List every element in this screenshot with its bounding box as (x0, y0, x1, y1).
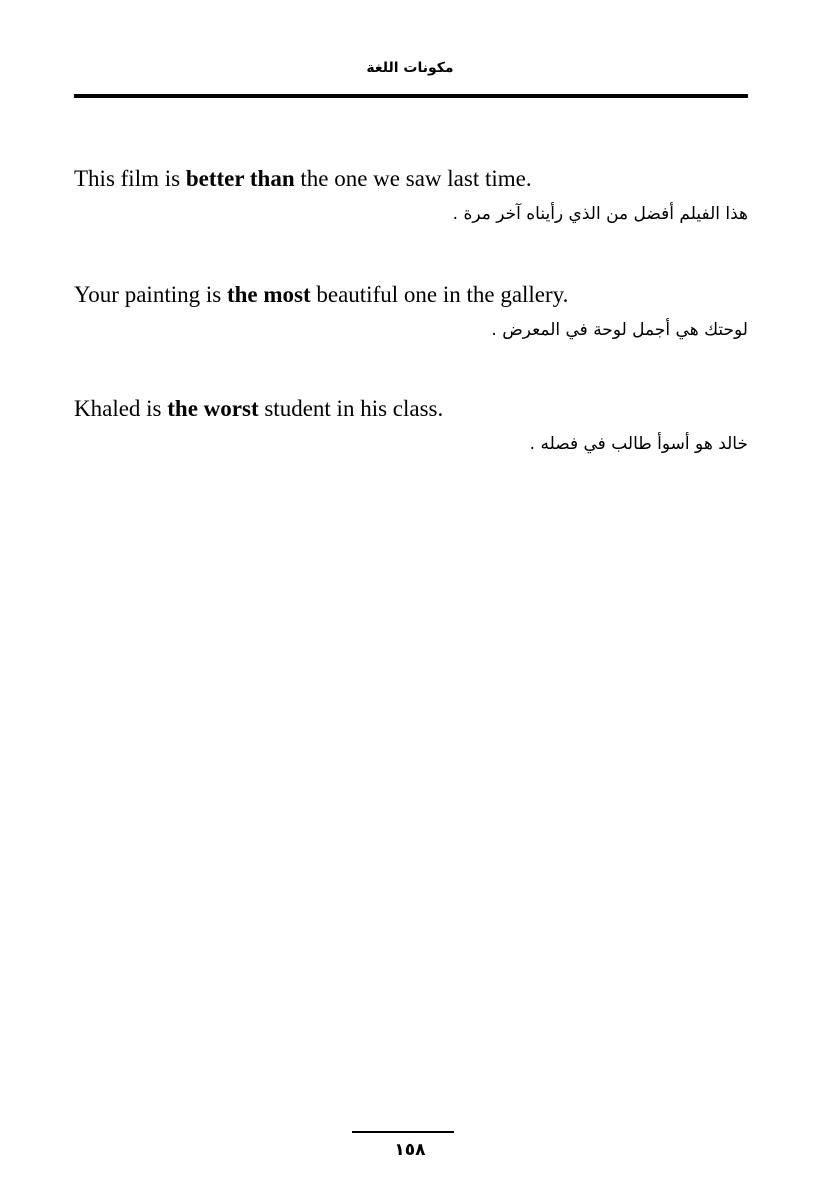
arabic-translation: هذا الفيلم أفضل من الذي رأيناه آخر مرة . (452, 204, 748, 224)
superlative-phrase: the worst (167, 396, 259, 421)
superlative-phrase: the most (226, 282, 311, 307)
english-text: the one we saw last time. (294, 166, 532, 191)
header-double-rule (74, 94, 748, 98)
example-sentence-1 (74, 165, 748, 227)
english-text: Khaled is (74, 396, 168, 421)
english-text: This film is (74, 166, 186, 191)
footer-rule (352, 1131, 454, 1133)
arabic-translation: لوحتك هي أجمل لوحة في المعرض . (491, 320, 748, 340)
english-text: student in his class. (258, 396, 444, 421)
comparative-phrase: better than (185, 166, 295, 191)
example-sentence-2 (74, 281, 748, 343)
english-text: Your painting is (74, 282, 227, 307)
running-header: مكونات اللغة (366, 60, 454, 76)
example-sentence-3 (74, 395, 748, 457)
english-sentence (74, 165, 748, 193)
english-text: beautiful one in the gallery. (310, 282, 569, 307)
arabic-translation: خالد هو أسوأ طالب في فصله . (529, 434, 748, 454)
english-sentence (74, 395, 748, 423)
english-sentence (74, 281, 748, 309)
page-number: ١٥٨ (394, 1140, 426, 1160)
